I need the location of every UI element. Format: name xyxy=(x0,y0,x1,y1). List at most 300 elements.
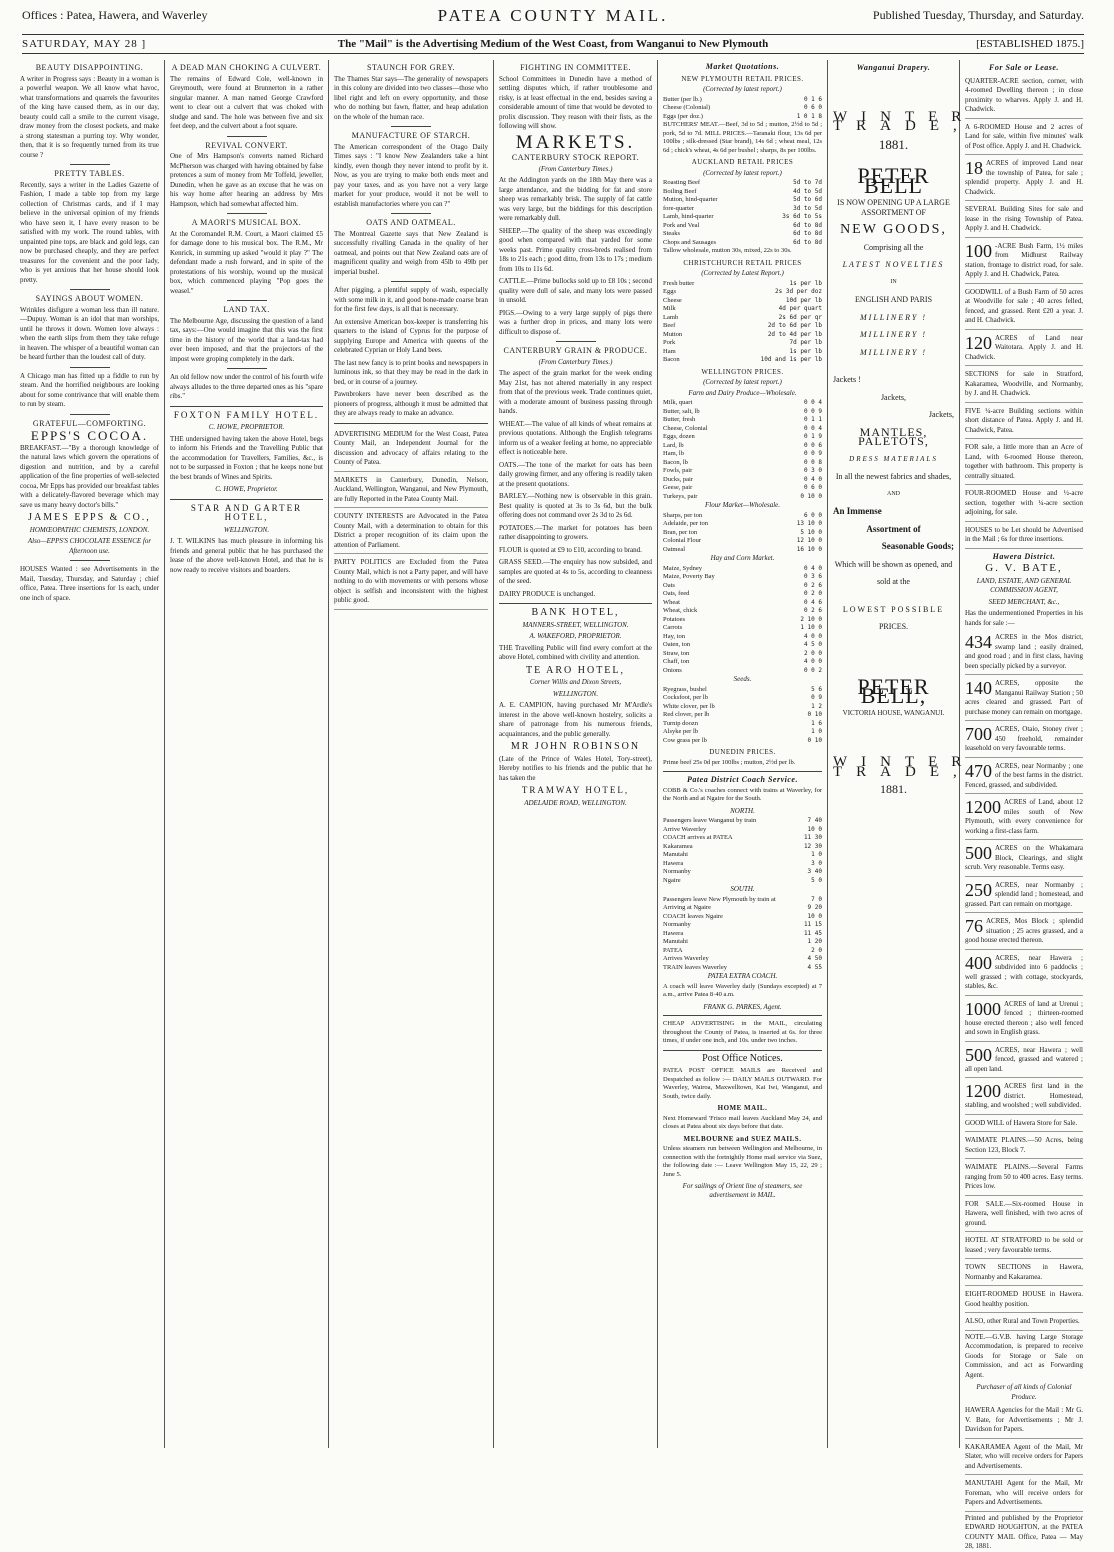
classified-ad xyxy=(965,677,1083,721)
source-note: Farm and Dairy Produce—Wholesale. xyxy=(688,388,797,397)
article-text: THE undersigned having taken the above Hotel, begs to inform his Friends and the Travelling Public that the accommodation for Travellers, Families, &c., is not to be surpassed in Foxton ; that he keeps none but the best brands of Wines and Spirits. xyxy=(170,434,323,481)
ad-text: -ACRE Bush Farm, 1½ miles from Midhurst Railway station, frontage to district road, for sale. Apply J. and H. Chadwick, Patea. xyxy=(965,241,1083,278)
item-price: 0 0 8 xyxy=(803,458,822,466)
price-row xyxy=(663,529,822,538)
divider xyxy=(170,499,323,500)
item-price: 0 6 0 xyxy=(803,104,822,111)
article-text: POTATOES.—The market for potatoes has been rather disappointing to growers. xyxy=(499,523,652,541)
millinery-2: MILLINERY ! xyxy=(860,330,927,339)
item-price: 4 0 0 xyxy=(803,658,822,665)
newspaper-title: PATEA COUNTY MAIL. xyxy=(437,6,669,25)
acreage-number: 1000 xyxy=(965,998,1001,1019)
price-row xyxy=(663,188,822,197)
price-row xyxy=(663,230,822,239)
classified-ad xyxy=(965,332,1083,367)
price-table xyxy=(663,512,822,555)
agency-notice: MANUTAHI Agent for the Mail, Mr Foreman, who will receive orders for Papers and Advertisements. xyxy=(965,1477,1083,1512)
item-name: Wheat xyxy=(663,598,680,606)
epps-chocolate: Also—EPPS'S CHOCOLATE ESSENCE for Afternoon use. xyxy=(27,537,152,555)
coach-service-heading: Patea District Coach Service. xyxy=(687,775,798,784)
page-columns xyxy=(15,60,1088,1550)
item-name: Boiling Beef xyxy=(663,187,697,195)
timetable xyxy=(663,896,822,973)
price-row xyxy=(663,904,822,913)
price-row xyxy=(663,896,822,905)
acreage-number: 500 xyxy=(965,1044,992,1065)
price-row xyxy=(663,222,822,231)
hawera-district-heading: Hawera District. xyxy=(992,551,1056,561)
divider xyxy=(227,213,267,214)
agent-name: G. V. BATE, xyxy=(985,562,1063,574)
divider xyxy=(70,289,110,290)
ad-text: SEVERAL Building Sites for sale and lease in the rising Township of Patea. Apply J. and H. Chadwick. xyxy=(965,205,1083,232)
divider xyxy=(70,560,110,561)
price-row xyxy=(663,843,822,852)
item-price: 3d to 5d xyxy=(793,204,822,212)
item-price: 6d to 8d xyxy=(793,230,822,237)
offices-text: Offices : Patea, Hawera, and Waverley xyxy=(22,8,208,22)
item-price: 0 10 xyxy=(807,711,822,718)
article-text: The Melbourne Age, discussing the question of a land tax, says:—One would imagine that this was the first time in the history of the world that a land-tax had ever been imposed, and that the projectors of the impost were groping completely in the dark. xyxy=(170,316,323,363)
classified-ad xyxy=(965,1044,1083,1079)
item-price: 1 20 xyxy=(807,938,822,945)
divider xyxy=(227,300,267,301)
article-text: CHEAP ADVERTISING in the MAIL, circulating throughout the County of Patea, is inserted at 6s. for three times, if under one inch, and 10s. under two inches. xyxy=(663,1020,822,1044)
column-4 xyxy=(494,60,658,1448)
jackets-2: Jackets, xyxy=(880,392,907,402)
price-row xyxy=(663,938,822,947)
divider xyxy=(556,341,596,342)
article-text: BUTCHERS' MEAT.—Beef, 3d to 5d ; mutton, 2½d to 5d ; pork, 5d to 7d. MILL PRICES.—Taranaki flour, 13s 6d per 100lbs ; silk-dressed (Star brand), 14s 6d ; wheat meal, 12s 6d ; chick's wheat, 4s 6d per bushel ; sharps, 8s per 100lbs. xyxy=(663,121,822,154)
item-price: 1 2 xyxy=(811,702,822,710)
ad-text: ACRES, Otaio, Stoney river ; 450 freehold, remainder leasehold on very favourable terms. xyxy=(965,725,1083,752)
price-row xyxy=(663,964,822,973)
article-text: Recently, says a writer in the Ladies Gazette of Fashion, I made a table top from my large collection of Christmas cards, and if I may believe in the universal opinion of my friends who have seen it, I have every reason to be satisfied with my work. The round tables, with unpainted pine tops, are black and gold legs, can now be purchased cheaply, and they are perfect treasures for the covenient and the poor lady, who is yet anxious that her house should look pretty. xyxy=(20,180,159,284)
price-row xyxy=(663,484,822,493)
item-name: Ham xyxy=(663,347,676,355)
acreage-number: 470 xyxy=(965,760,992,781)
item-name: Cheese (Colonial) xyxy=(663,104,711,111)
item-name: Turkeys, pair xyxy=(663,492,698,500)
acreage-number: 1200 xyxy=(965,1081,1001,1101)
article-text: SHEEP.—The quality of the sheep was exceedingly good when compared with that yarded for some weeks past. Prime quality cross-breds realised from 18s to 21s each ; good ditto, from 13s to 17s ; medium from 10s to 11s 6d. xyxy=(499,226,652,273)
section-heading: DUNEDIN PRICES. xyxy=(709,748,776,756)
item-name: Kakaramea xyxy=(663,842,693,850)
ad-text: ACRES on the Whakamara Block, Clearings, and slight scrub. Very reasonable. Terms easy. xyxy=(965,844,1083,871)
price-row xyxy=(663,339,822,348)
price-row xyxy=(663,537,822,546)
epps-chemists: HOMŒOPATHIC CHEMISTS, LONDON. xyxy=(29,525,150,534)
article-text: Tallow wholesale, mutton 30s, mixed, 22s to 30s. xyxy=(663,247,792,254)
price-row xyxy=(663,322,822,331)
classified-ad xyxy=(965,487,1083,522)
divider xyxy=(391,126,431,127)
item-name: Chops and Sausages xyxy=(663,238,717,246)
article-text: HOUSES Wanted : see Advertisements in the Mail, Tuesday, Thursday, and Saturday ; chief office, Patea. Three insertions for 1s each, under one inch of space. xyxy=(20,565,159,602)
item-name: TRAIN leaves Waverley xyxy=(663,963,727,971)
price-row xyxy=(663,921,822,930)
divider xyxy=(663,771,822,772)
article-text: The aspect of the grain market for the week ending May 21st, has not altered materially in any respect from that of the previous week. Trade continues quiet, with a moderate amount of business passing through hands. xyxy=(499,369,652,415)
established-text: [ESTABLISHED 1875.] xyxy=(976,38,1084,50)
item-price: 11 45 xyxy=(803,929,822,937)
item-price: 2d to 4d per lb xyxy=(767,330,822,338)
item-name: Cheese xyxy=(663,296,682,304)
article-text: A coach will leave Waverley daily (Sundays excepted) at 7 a.m., arrive Patea 8·40 a.m. xyxy=(663,982,822,998)
epps-company: JAMES EPPS & CO., xyxy=(28,512,151,523)
item-price: 12 10 0 xyxy=(796,537,822,544)
price-row xyxy=(663,650,822,659)
item-name: Normanby xyxy=(663,921,691,928)
lowest-possible: LOWEST POSSIBLE xyxy=(842,604,945,614)
price-table xyxy=(663,179,822,247)
acreage-number: 100 xyxy=(965,240,992,261)
classified-ad xyxy=(965,121,1083,156)
item-name: Hay, ton xyxy=(663,632,685,640)
acreage-number: 76 xyxy=(965,916,983,936)
section-heading: NEW PLYMOUTH RETAIL PRICES. xyxy=(681,74,804,83)
item-price: 7 40 xyxy=(807,817,822,824)
article-text: Pawnbrokers have never been described as the pioneers of progress, although it must be admitted that they are always ready to make an advance. xyxy=(334,390,488,417)
an-immense: An Immense xyxy=(833,506,882,516)
article-text: The American correspondent of the Otago Daily Times says : "I know New Zealanders take a hint kindly, even though they never intend to profit by it. Now, as you are trying to make both ends meet and pay your taxes, and as you have not a very large market for your produce, would it not be well to establish manufactories where you can ?" xyxy=(334,142,488,208)
price-row xyxy=(663,686,822,695)
price-row xyxy=(663,930,822,939)
item-price: 6d to 8d xyxy=(793,221,822,229)
classified-ad xyxy=(965,524,1083,549)
price-row xyxy=(663,467,822,476)
item-name: Colonial Flour xyxy=(663,537,702,544)
price-row xyxy=(663,728,822,737)
item-name: Oats xyxy=(663,581,675,589)
headline: GRATEFUL—COMFORTING. xyxy=(32,418,147,428)
source-note: (From Canterbury Times.) xyxy=(538,357,613,366)
article-text: FLOUR is quoted at £9 to £10, according to brand. xyxy=(499,545,642,554)
item-price: 3 40 xyxy=(807,868,822,875)
price-row xyxy=(663,667,822,676)
item-price: 1 6 xyxy=(811,719,822,727)
article-text: J. T. WILKINS has much pleasure in informing his friends and general public that he has purchased the lease of the above well-known Hotel, and that he is now ready to receive visitors and boarders. xyxy=(170,537,323,574)
ad-text: ACRES in the Mos district, swamp land ; easily drained, and good road ; and in first class, having been specially picked by a surveyor. xyxy=(965,633,1083,670)
epps-cocoa-title: EPPS'S COCOA. xyxy=(30,428,149,443)
item-price: 0 3 0 xyxy=(803,467,822,474)
hotel-signature: C. HOWE, Proprietor. xyxy=(215,485,278,493)
comprising-text: Comprising all the xyxy=(863,242,924,252)
divider xyxy=(170,406,323,407)
price-row xyxy=(663,834,822,843)
hotel-location: WELLINGTON. xyxy=(223,525,270,534)
price-row xyxy=(663,113,822,122)
price-row xyxy=(663,196,822,205)
item-price: 1s per lb xyxy=(789,279,822,287)
item-name: Geese, pair xyxy=(663,484,693,491)
item-name: Milk xyxy=(663,305,676,312)
item-price: 4 5 0 xyxy=(803,641,822,648)
price-row xyxy=(663,720,822,729)
headline: STAUNCH FOR GREY. xyxy=(367,63,455,72)
article-text: Prime beef 25s 0d per 100lbs ; mutton, 2½d per lb. xyxy=(663,758,796,766)
year: 1881. xyxy=(878,136,909,152)
price-row xyxy=(663,711,822,720)
item-name: Manutahi xyxy=(663,938,688,945)
price-row xyxy=(663,399,822,408)
ad-text: QUARTER-ACRE section, corner, with 4-roomed Dwelling thereon ; in close proximity to wharves. Apply J. and H. Chadwick. xyxy=(965,76,1083,113)
section-heading: MELBOURNE and SUEZ MAILS. xyxy=(683,1134,802,1143)
divider xyxy=(663,1015,822,1016)
for-sale-heading: For Sale or Lease. xyxy=(989,63,1059,72)
price-row xyxy=(663,520,822,529)
price-row xyxy=(663,860,822,869)
article-text: A writer in Progress says : Beauty in a woman is a powerful weapon. We all know what havoc, what transformations and quarrels the favourites of the king have caused them, as in our day, beauty could call a smile to the current visage, draw money from the closest pockets, and make a strong statesman a purring toy. Why wonder, then, that it is so frequently turned from its true course ? xyxy=(20,74,159,159)
small-ads xyxy=(965,1117,1083,1331)
item-name: Butter, fresh xyxy=(663,416,696,423)
motto-line: The "Mail" is the Advertising Medium of the West Coast, from Wanganui to New Plymouth xyxy=(337,38,769,50)
item-price: 7 0 xyxy=(811,895,822,903)
item-name: Passengers leave New Plymouth by train at xyxy=(663,895,776,903)
ad-text: HOUSES to be Let should be Advertised in the Mail ; 6s for three insertions. xyxy=(965,525,1083,543)
article-text: The remains of Edward Cole, well-known in Greymouth, were found at Brunnerton in a rather singular manner. A man named George Crawford went to clear out a culvert that was choked with sludge and sand. The hole was between five and six feet deep, and the culvert about a foot square. xyxy=(170,74,323,130)
item-name: Manutahi xyxy=(663,851,688,858)
item-price: 11 15 xyxy=(803,921,822,928)
price-row xyxy=(663,331,822,340)
column-2 xyxy=(165,60,329,1448)
item-price: 0 4 0 xyxy=(803,564,822,572)
item-price: 5d to 6d xyxy=(793,196,822,203)
price-row xyxy=(663,512,822,521)
opening-text: IS NOW OPENING UP A LARGE ASSORTMENT OF xyxy=(837,198,950,217)
price-table xyxy=(663,399,822,501)
price-row xyxy=(663,546,822,555)
shown-opened: Which will be shown as opened, and xyxy=(834,559,953,569)
item-name: COACH arrives at PATEA xyxy=(663,834,733,841)
article-text: The last new fancy is to print books and newspapers in luminous ink, so that they may be read in the dark in bed, or in course of a journey. xyxy=(334,358,488,386)
source-note: (Corrected by latest report.) xyxy=(703,168,782,177)
price-row xyxy=(663,599,822,608)
item-price: 5 0 xyxy=(811,876,822,884)
price-row xyxy=(663,408,822,417)
item-name: Oaten, ton xyxy=(663,641,691,648)
article-text: OATS.—The tone of the market for oats has been daily growing firmer, and any offering is readily taken at the present quotations. xyxy=(499,460,652,488)
item-name: Ham, lb xyxy=(663,450,684,457)
latest-novelties: LATEST NOVELTIES xyxy=(842,260,945,269)
article-text: (Late of the Prince of Wales Hotel, Tory-street), Hereby notifies to his friends and the public that he has taken the xyxy=(499,754,652,782)
item-name: Fresh butter xyxy=(663,279,695,287)
item-price: 1 10 0 xyxy=(800,624,822,631)
item-name: Mutton xyxy=(663,330,683,338)
acreage-number: 18 xyxy=(965,158,983,178)
classified-ad xyxy=(965,760,1083,795)
item-price: 1 0 xyxy=(811,851,822,858)
ad-text: ACRES of Land near Waitotara. Apply J. and H. Chadwick. xyxy=(965,333,1083,361)
sale-ads xyxy=(965,75,1083,549)
price-row xyxy=(663,104,822,113)
acreage-number: 1200 xyxy=(965,797,1001,817)
agency-notice: KAKARAMEA Agent of the Mail, Mr Slater, who will receive orders for Papers and Advertisements. xyxy=(965,1441,1083,1476)
classified-ad xyxy=(965,240,1083,284)
price-row xyxy=(663,826,822,835)
classified-ad xyxy=(965,723,1083,758)
item-name: Ducks, pair xyxy=(663,475,693,483)
item-name: Steaks xyxy=(663,230,680,237)
headline: BEAUTY DISAPPOINTING. xyxy=(35,63,144,72)
item-price: 0 0 4 xyxy=(803,399,822,406)
price-row xyxy=(663,297,822,306)
price-row xyxy=(663,582,822,591)
item-price: 2 0 0 xyxy=(803,649,822,657)
price-row xyxy=(663,314,822,323)
item-price: 6d to 8d xyxy=(793,238,822,246)
item-name: Arriving at Ngaire xyxy=(663,904,712,911)
item-name: Eggs (per doz.) xyxy=(663,112,703,120)
price-row xyxy=(663,96,822,105)
article-text: PIGS.—Owing to a very large supply of pigs there was a further drop in prices, and many lots were difficult to dispose of. xyxy=(499,308,652,336)
ad-text: ACRES, near Normanby ; splendid land ; homestead, and grassed. Part can remain on mortgage. xyxy=(965,880,1083,908)
jackets-1: Jackets ! xyxy=(833,375,861,384)
item-price: 4 0 0 xyxy=(803,632,822,640)
direction-label: SOUTH. xyxy=(730,885,755,893)
classified-ad xyxy=(965,998,1083,1042)
hotel-name: FOXTON FAMILY HOTEL. xyxy=(173,409,320,420)
article-text: One of Mrs Hampson's converts named Richard McPherson was charged with having obtained by false pretences a sum of money from Mr Toffeld, jeweller, Dunedin, when he gave as an excuse that he was on his way home after hearing an address by Mrs Hampson, which had somewhat affected him. xyxy=(170,152,323,208)
item-price: 10d and 1s per lb xyxy=(760,356,822,363)
price-table xyxy=(663,96,822,122)
item-price: 3 0 xyxy=(811,859,822,867)
classified-ad xyxy=(965,286,1083,330)
year-footer: 1881. xyxy=(880,782,907,796)
column-3 xyxy=(329,60,494,1448)
ad-text: FIVE ¼-acre Building sections within short distance of Patea. Apply J. and H. Chadwick, Patea. xyxy=(965,406,1083,434)
post-office-heading: Post Office Notices. xyxy=(702,1052,783,1064)
price-row xyxy=(663,179,822,188)
hotel-proprietor: C. HOWE, PROPRIETOR. xyxy=(208,423,285,431)
article-text: Has the undermentioned Properties in his hands for sale :— xyxy=(965,609,1083,627)
price-row xyxy=(663,703,822,712)
source-note: (Corrected by latest report.) xyxy=(703,85,782,93)
price-table xyxy=(663,686,822,746)
millinery-3: MILLINERY ! xyxy=(860,347,927,357)
item-price: 9 20 xyxy=(807,904,822,911)
classified-ad xyxy=(965,952,1083,996)
item-name: Normanby xyxy=(663,868,691,875)
price-row xyxy=(663,416,822,425)
item-name: Maize, Sydney xyxy=(663,564,702,572)
item-name: Oatmeal xyxy=(663,545,686,553)
hotel-name: TE ARO HOTEL, xyxy=(525,664,626,676)
notice-text: ADVERTISING MEDIUM for the West Coast, Patea County Mail, an Independent Journal for the discussion and advocacy of affairs relating to the County of Patea. xyxy=(334,428,488,472)
article-text: An old fellow now under the control of his fourth wife always alludes to the three departed ones as his "spare ribs." xyxy=(170,373,323,400)
article-text: THE Travelling Public will find every comfort at the above Hotel, combined with civility and attention. xyxy=(499,643,652,661)
price-row xyxy=(663,476,822,485)
ad-text: ACRES, near Hawera ; subdivided into 6 paddocks ; well grassed ; with cottage, stockyards, stables, &c. xyxy=(965,953,1083,990)
article-text: Next Homeward 'Frisco mail leaves Auckland May 24, and closes at Patea about six days before that date. xyxy=(663,1114,822,1130)
item-name: Butter, salt, lb xyxy=(663,407,700,415)
prices-text: PRICES. xyxy=(878,622,909,631)
classified-ad xyxy=(965,796,1083,840)
divider xyxy=(227,368,267,369)
item-price: 2 10 0 xyxy=(800,615,822,623)
classified-ad: WAIMATE PLAINS.—Several Farms ranging from 50 to 400 acres. Easy terms. Prices low. xyxy=(965,1161,1083,1196)
acreage-number: 700 xyxy=(965,724,992,744)
dress-materials: DRESS MATERIALS xyxy=(849,454,938,463)
item-name: Carrots xyxy=(663,624,683,631)
and-text: AND xyxy=(887,490,900,497)
item-price: 16 10 0 xyxy=(796,545,822,553)
item-price: 1s per lb xyxy=(789,347,822,355)
ad-text: GOODWILL of a Bush Farm of 50 acres at Woodville for sale ; 40 acres felled, fenced, and grassed. Rent £20 a year. J. and H. Chadwick. xyxy=(965,287,1083,324)
price-table xyxy=(663,565,822,676)
price-row xyxy=(663,450,822,459)
article-text: NOTE.—G.V.B. having Large Storage Accommodation, is prepared to receive Goods for Storage or Sale on Commission, and act as Forwarding Agent. xyxy=(965,1332,1083,1379)
item-name: Cocksfoot, per lb xyxy=(663,694,708,701)
item-price: 2s 6d per qr xyxy=(778,313,822,321)
article-text: CATTLE.—Prime bullocks sold up to £8 10s ; second quality were dull of sale, and many lots were passed in unsold. xyxy=(499,277,652,304)
item-name: Chaff, ton xyxy=(663,658,690,665)
produce-note: Purchaser of all kinds of Colonial Produce. xyxy=(976,1383,1072,1401)
item-price: 1 0 1 8 xyxy=(796,112,822,120)
item-price: 0 0 9 xyxy=(803,450,822,457)
source-note: (Corrected by Latest Report.) xyxy=(701,269,784,277)
item-price: 1 0 xyxy=(811,728,822,735)
item-name: Adelaide, per ton xyxy=(663,520,708,527)
item-price: 6 0 0 xyxy=(803,511,822,519)
article-text: The Montreal Gazette says that New Zealand is successfully rivalling Canada in the quality of her oatmeal, and points out that New Zealand oats are of magnificent quality and weigh from 45lb to 49lb per imperial bushel. xyxy=(334,229,488,276)
victoria-house: VICTORIA HOUSE, WANGANUI. xyxy=(842,708,945,717)
item-price: 0 1 6 xyxy=(803,95,822,103)
divider xyxy=(391,213,431,214)
price-row xyxy=(663,607,822,616)
item-price: 0 3 6 xyxy=(803,573,822,580)
item-name: Sharps, per ton xyxy=(663,511,703,519)
price-row xyxy=(663,280,822,289)
item-price: 0 6 0 xyxy=(803,484,822,491)
item-price: 0 10 0 xyxy=(800,492,822,500)
divider xyxy=(70,367,110,368)
source-note: Flour Market—Wholesale. xyxy=(704,501,781,509)
direction-label: NORTH. xyxy=(730,806,755,815)
item-price: 0 2 6 xyxy=(803,581,822,589)
classified-ad xyxy=(965,879,1083,914)
item-price: 0 0 6 xyxy=(803,441,822,449)
item-name: Beef xyxy=(663,322,676,329)
item-price: 5d to 7d xyxy=(793,179,822,186)
newest-fabrics: In all the newest fabrics and shades, xyxy=(835,472,952,481)
headline: CANTERBURY GRAIN & PRODUCE. xyxy=(503,346,648,355)
divider xyxy=(499,603,652,604)
ad-text: ACRES, opposite the Manganui Railway Station ; 50 acres cleared and grassed. Part of purchase money can remain on mortgage. xyxy=(965,679,1083,716)
new-goods: NEW GOODS, xyxy=(840,222,947,237)
price-row xyxy=(663,213,822,222)
price-row xyxy=(663,955,822,964)
subheader-bar xyxy=(22,34,1084,54)
price-row xyxy=(663,305,822,314)
price-row xyxy=(663,493,822,502)
headline: OATS AND OATMEAL. xyxy=(366,218,456,227)
column-1 xyxy=(15,60,165,1448)
column-5 xyxy=(658,60,828,1448)
price-row xyxy=(663,348,822,357)
article-text: An extensive American box-keeper is transferring his quarters to the island of Cyprus for the purpose of supplying Europe and America with queens of the celebrated Cyprian or Holy Land bees. xyxy=(334,317,488,354)
item-name: Potatoes xyxy=(663,615,686,623)
notice-text: MARKETS in Canterbury, Dunedin, Nelson, Auckland, Wellington, Wanganui, and New Plymouth, are fully Reported in the Patea County Mail. xyxy=(334,474,488,509)
price-row xyxy=(663,737,822,746)
item-name: Wheat, chick xyxy=(663,607,698,614)
classified-ad xyxy=(965,405,1083,440)
article-text: COBB & Co.'s coaches connect with trains at Waverley, for the North and at Ngaire for the South. xyxy=(663,786,822,802)
sold-at: sold at the xyxy=(877,577,910,586)
acreage-number: 500 xyxy=(965,843,992,863)
issue-date: SATURDAY, MAY 28 ] xyxy=(22,38,147,50)
item-name: Hawera xyxy=(663,859,684,867)
